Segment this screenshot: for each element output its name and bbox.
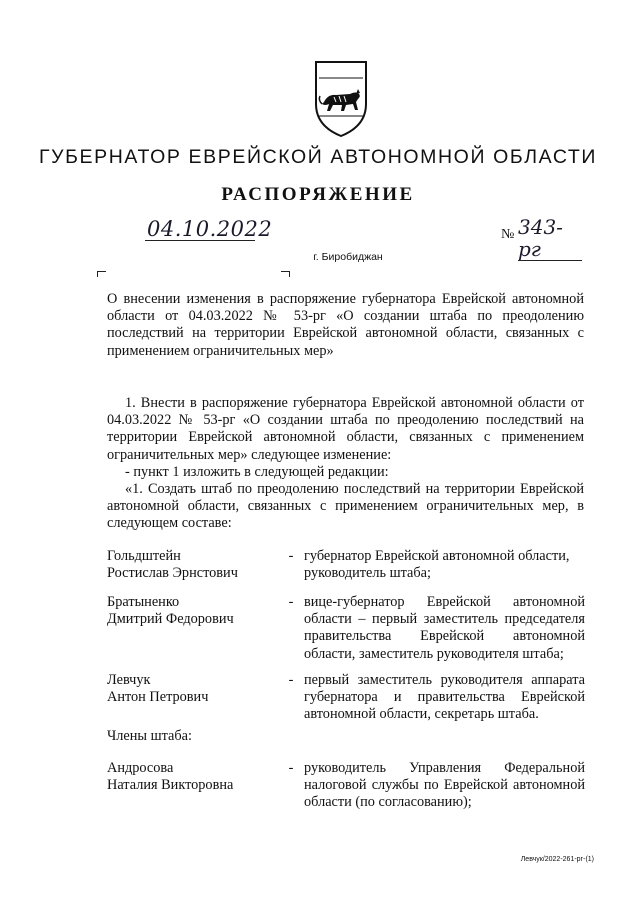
city-label: г. Биробиджан xyxy=(313,251,383,263)
document-body xyxy=(107,395,584,533)
dash-separator: - xyxy=(288,760,294,776)
tiger-coat-of-arms-icon xyxy=(306,58,376,142)
dash-separator: - xyxy=(288,594,294,610)
member-name xyxy=(107,548,277,582)
subject-corner-left xyxy=(97,271,106,277)
member-position: первый заместитель руководителя аппарата губернатора и правительства Еврейской автономной области, секретарь штаба. xyxy=(304,672,585,723)
body-paragraph-2: - пункт 1 изложить в следующей редакции: xyxy=(125,463,389,480)
member-surname: Андросова xyxy=(107,760,174,776)
member-given-names: Наталия Викторовна xyxy=(107,777,234,794)
governor-title: ГУБЕРНАТОР ЕВРЕЙСКОЙ АВТОНОМНОЙ ОБЛАСТИ xyxy=(38,146,597,168)
subject-corner-right xyxy=(281,271,290,277)
member-name xyxy=(107,760,277,794)
dash-separator: - xyxy=(288,548,294,564)
member-surname: Гольдштейн xyxy=(107,548,181,564)
document-type: РАСПОРЯЖЕНИЕ xyxy=(221,184,415,205)
number-sign: № xyxy=(501,227,515,242)
dash-separator: - xyxy=(288,672,294,688)
member-given-names: Ростислав Эрнстович xyxy=(107,565,238,582)
member-surname: Левчук xyxy=(107,672,151,688)
member-surname: Братыненко xyxy=(107,594,180,610)
document-date: 04.10.2022 xyxy=(147,217,273,241)
member-position: руководитель Управления Федеральной налоговой службы по Еврейской автономной области (по согласованию); xyxy=(304,760,585,811)
member-given-names: Дмитрий Федорович xyxy=(107,611,234,628)
body-paragraph-3: «1. Создать штаб по преодолению последствий на территории Еврейской автономной области, связанных с применением ограничительных мер, в следующем составе: xyxy=(107,481,584,532)
document-number: 343-рг xyxy=(518,216,582,261)
member-position: губернатор Еврейской автономной области, руководитель штаба; xyxy=(304,548,570,582)
member-name xyxy=(107,672,277,706)
member-name xyxy=(107,594,277,628)
document-footer-code: Левчук/2022-261-рг-(1) xyxy=(520,856,594,863)
member-position: вице-губернатор Еврейской автономной области – первый заместитель председателя правительства Еврейской автономной области, заместитель руководителя штаба; xyxy=(304,594,585,662)
members-label: Члены штаба: xyxy=(107,728,192,744)
member-given-names: Антон Петрович xyxy=(107,689,209,706)
body-paragraph-1: 1. Внести в распоряжение губернатора Еврейской автономной области от 04.03.2022 № 53-рг «О создании штаба по преодолению последствий на территории Еврейской автономной области, связанных с применением ограничительных мер» следующее изменение: xyxy=(107,395,584,463)
document-subject: О внесении изменения в распоряжение губернатора Еврейской автономной области от 04.03.2022 № 53-рг «О создании штаба по преодолению последствий на территории Еврейской автономной области, связанных с применением ограничительных мер» xyxy=(107,291,584,359)
coat-of-arms-emblem xyxy=(306,58,376,142)
